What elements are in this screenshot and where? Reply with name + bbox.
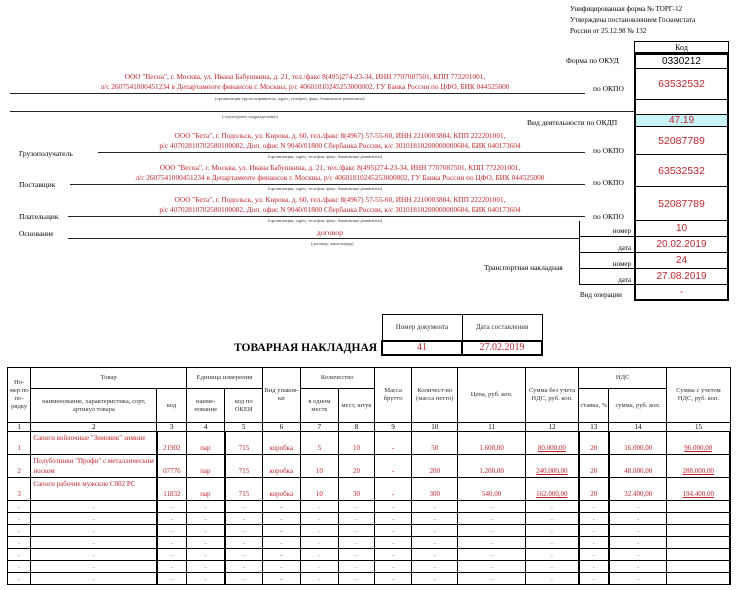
sum-with-vat: 194.400,00 <box>667 478 730 501</box>
th-gross: Масса брутто <box>374 368 412 423</box>
goods-name: Сапоги войлочные "Зимовик" зимние <box>31 432 157 455</box>
okud-label: Форма по ОКУД <box>566 56 619 65</box>
empty-cell: - <box>263 573 301 585</box>
empty-cell: - <box>579 525 609 537</box>
net-qty: 50 <box>412 432 458 455</box>
column-number: 2 <box>31 423 157 432</box>
vat-rate: 20 <box>579 432 609 455</box>
th-net: Количест-во (масса нетто) <box>412 368 458 423</box>
empty-cell: - <box>225 537 263 549</box>
column-number: 10 <box>412 423 458 432</box>
empty-cell: - <box>31 537 157 549</box>
empty-cell: - <box>300 501 339 513</box>
empty-cell: - <box>8 573 31 585</box>
column-number: 1 <box>8 423 31 432</box>
payer-underline <box>68 216 585 217</box>
th-qty-places: мест, штук <box>339 389 375 423</box>
goods-body <box>8 432 731 585</box>
pack-type: коробка <box>263 455 301 478</box>
vat-sum: 32.400,00 <box>609 478 667 501</box>
qty-per-place: 10 <box>300 455 339 478</box>
empty-cell: - <box>412 561 458 573</box>
empty-cell: - <box>225 573 263 585</box>
supplier-caption: (организация, адрес, телефон, факс, банковские реквизиты) <box>268 186 383 191</box>
empty-cell: - <box>609 513 667 525</box>
th-sum-no-vat: Сумма без учета НДС, руб. коп. <box>526 368 579 423</box>
consignee-line1: ООО "Бета", г. Подольск, ул. Кирова, д. 60, тел./факс 8(4967) 57-55-60, ИНН 2210003884, КПП 222201001, <box>174 131 506 140</box>
empty-cell: - <box>579 513 609 525</box>
empty-cell: - <box>225 549 263 561</box>
operation-label: Вид операции <box>580 291 622 299</box>
column-number: 5 <box>225 423 263 432</box>
empty-cell: - <box>526 549 579 561</box>
th-goods: Товар <box>31 368 186 389</box>
empty-cell: - <box>157 561 186 573</box>
empty-cell: - <box>609 561 667 573</box>
sum-with-vat: 288.000,00 <box>667 455 730 478</box>
code-column-header: Код <box>634 41 729 53</box>
empty-cell: - <box>458 561 526 573</box>
empty-cell: - <box>31 513 157 525</box>
goods-name: Полуботинки "Профи" с металлическим носком <box>31 455 157 478</box>
supplier-line2: л/с 2607541000451234 в Департаменте финансов г. Москвы, р/с 40601810245253000002, ГУ Банка России по ЦФО, БИК 044525000 <box>135 173 545 182</box>
column-number: 13 <box>579 423 609 432</box>
empty-cell: - <box>579 573 609 585</box>
vat-rate: 20 <box>579 455 609 478</box>
doc-date-header: Дата составления <box>462 315 542 341</box>
basis-date-label: дата <box>579 237 634 253</box>
empty-cell: - <box>579 537 609 549</box>
empty-cell: - <box>579 501 609 513</box>
empty-cell: - <box>339 537 375 549</box>
empty-cell: - <box>412 525 458 537</box>
consignor-okpo-label: по ОКПО <box>593 84 624 93</box>
empty-cell: - <box>374 561 412 573</box>
goods-code: 07776 <box>157 455 186 478</box>
empty-cell: - <box>458 549 526 561</box>
empty-cell <box>667 513 730 525</box>
empty-cell: - <box>458 573 526 585</box>
empty-cell: - <box>263 525 301 537</box>
goods-code: 11832 <box>157 478 186 501</box>
empty-cell: - <box>609 573 667 585</box>
table-row-empty <box>8 513 731 525</box>
price: 540,00 <box>458 478 526 501</box>
unit-okei: 715 <box>225 432 263 455</box>
empty-cell: - <box>609 525 667 537</box>
price: 1.600,00 <box>458 432 526 455</box>
empty-cell: - <box>339 561 375 573</box>
unit-okei: 715 <box>225 455 263 478</box>
form-info-line: России от 25.12.98 № 132 <box>570 27 647 35</box>
empty-cell <box>667 501 730 513</box>
empty-cell: - <box>300 537 339 549</box>
supplier-underline <box>70 184 585 185</box>
row-number: 2 <box>8 455 31 478</box>
empty-cell <box>667 549 730 561</box>
payer-line1: ООО "Бета", г. Подольск, ул. Кирова, д. 60, тел./факс 8(4967) 57-55-60, ИНН 2210003884, КПП 222201001, <box>174 195 506 204</box>
th-unit-name: наиме-нование <box>186 389 225 423</box>
basis-caption: (договор, заказ-наряд) <box>311 241 354 246</box>
empty-cell: - <box>458 513 526 525</box>
places-count: 10 <box>339 432 375 455</box>
empty-cell: - <box>374 549 412 561</box>
supplier-line1: ООО "Весна", г. Москва, ул. Ивана Бабушкина, д. 21, тел./факс 8(495)274-23-34, ИНН 7707087501, КПП 772201001, <box>159 163 521 172</box>
empty-cell: - <box>157 549 186 561</box>
transport-date-label: дата <box>579 269 634 285</box>
consignee-label: Грузополучатель <box>19 149 73 158</box>
empty-cell: - <box>8 501 31 513</box>
empty-cell <box>667 561 730 573</box>
sum-no-vat: 240.000,00 <box>526 455 579 478</box>
places-count: 30 <box>339 478 375 501</box>
doc-date-value: 27.02.2019 <box>462 341 542 355</box>
empty-cell: - <box>339 501 375 513</box>
payer-label: Плательщик <box>19 212 59 221</box>
empty-cell: - <box>526 501 579 513</box>
empty-cell: - <box>609 537 667 549</box>
column-number: 8 <box>339 423 375 432</box>
empty-cell: - <box>8 513 31 525</box>
empty-cell: - <box>225 501 263 513</box>
empty-cell: - <box>374 573 412 585</box>
empty-cell: - <box>186 513 225 525</box>
sum-with-vat: 96.000,00 <box>667 432 730 455</box>
payer-okpo-label: по ОКПО <box>593 212 624 221</box>
transport-number-value: 24 <box>634 253 729 269</box>
row-number: 3 <box>8 478 31 501</box>
empty-cell: - <box>31 573 157 585</box>
form-info-line: Утверждена постановлением Госкомстата <box>570 16 696 24</box>
empty-cell: - <box>8 525 31 537</box>
payer-caption: (организация, адрес, телефон, факс, банковские реквизиты) <box>268 218 383 223</box>
empty-cell: - <box>526 537 579 549</box>
transport-label: Транспортная накладная <box>484 263 563 272</box>
empty-cell: - <box>374 525 412 537</box>
empty-cell: - <box>339 513 375 525</box>
empty-cell: - <box>186 549 225 561</box>
basis-date-value: 20.02.2019 <box>634 237 729 253</box>
th-goods-name: наименование, характеристика, сорт, артикул товара <box>31 389 157 423</box>
empty-cell: - <box>225 513 263 525</box>
row-number: 1 <box>8 432 31 455</box>
unit-name: пар <box>186 455 225 478</box>
consignee-underline <box>98 152 585 153</box>
empty-cell: - <box>458 501 526 513</box>
goods-code: 21902 <box>157 432 186 455</box>
empty-cell: - <box>412 501 458 513</box>
doc-number-header: Номер документа <box>382 315 462 341</box>
basis-number-label: номер <box>579 221 634 237</box>
th-unit: Единица измерения <box>186 368 262 389</box>
empty-cell: - <box>374 501 412 513</box>
document-info-table <box>381 314 543 356</box>
table-row-empty <box>8 549 731 561</box>
empty-cell: - <box>8 549 31 561</box>
unit-okei: 715 <box>225 478 263 501</box>
column-number: 12 <box>526 423 579 432</box>
empty-cell: - <box>31 525 157 537</box>
empty-cell: - <box>186 525 225 537</box>
vat-rate: 20 <box>579 478 609 501</box>
empty-cell: - <box>339 573 375 585</box>
doc-number-value: 41 <box>382 341 462 355</box>
empty-cell: - <box>186 573 225 585</box>
table-row <box>8 478 731 501</box>
vat-sum: 48.000,00 <box>609 455 667 478</box>
okud-value: 0330212 <box>634 53 729 69</box>
empty-cell: - <box>186 501 225 513</box>
th-vat-sum: сумма, руб. коп. <box>609 389 667 423</box>
gross-mass: - <box>374 455 412 478</box>
supplier-okpo-label: по ОКПО <box>593 178 624 187</box>
gross-mass: - <box>374 432 412 455</box>
qty-per-place: 5 <box>300 432 339 455</box>
table-row <box>8 455 731 478</box>
transport-date-value: 27.08.2019 <box>634 269 729 285</box>
basis-value: договор <box>316 228 344 237</box>
empty-cell: - <box>579 561 609 573</box>
column-number: 9 <box>374 423 412 432</box>
document-title: ТОВАРНАЯ НАКЛАДНАЯ <box>234 342 378 354</box>
empty-cell: - <box>412 573 458 585</box>
empty-cell: - <box>157 501 186 513</box>
column-number: 3 <box>157 423 186 432</box>
unit-name: пар <box>186 478 225 501</box>
empty-cell: - <box>412 549 458 561</box>
th-vat: НДС <box>579 368 667 389</box>
empty-cell: - <box>263 549 301 561</box>
table-row-empty <box>8 525 731 537</box>
division-caption: (структурное подразделение) <box>222 114 278 119</box>
empty-cell: - <box>579 549 609 561</box>
empty-cell: - <box>526 573 579 585</box>
consignor-line1: ООО "Весна", г. Москва, ул. Ивана Бабушкина, д. 21, тел./факс 8(495)274-23-34, ИНН 7707087501, КПП 772201001, <box>124 72 486 81</box>
empty-cell: - <box>374 537 412 549</box>
consignor-line2: л/с 2607541000451234 в Департаменте финансов г. Москвы, р/с 40601810245253000002, ГУ Банка России по ЦФО, БИК 044525000 <box>100 82 510 91</box>
column-number: 7 <box>300 423 339 432</box>
table-row-empty <box>8 573 731 585</box>
consignor-caption: (организация-грузоотправитель, адрес, телефон, факс, банковские реквизиты) <box>215 96 365 101</box>
empty-cell: - <box>186 537 225 549</box>
division-underline <box>10 111 634 112</box>
operation-value: - <box>634 285 729 301</box>
form-info <box>570 4 695 37</box>
pack-type: коробка <box>263 478 301 501</box>
th-qty: Количество <box>300 368 374 389</box>
division-code <box>634 100 729 115</box>
unit-name: пар <box>186 432 225 455</box>
form-info-line: Унифицированная форма № ТОРГ-12 <box>570 5 683 13</box>
supplier-okpo-value: 63532532 <box>634 155 729 187</box>
empty-cell: - <box>157 525 186 537</box>
empty-cell: - <box>300 525 339 537</box>
empty-cell: - <box>263 537 301 549</box>
price: 1.200,00 <box>458 455 526 478</box>
empty-cell: - <box>458 525 526 537</box>
empty-cell: - <box>339 549 375 561</box>
consignor-underline <box>10 93 585 94</box>
table-row-empty <box>8 501 731 513</box>
basis-underline <box>68 238 579 239</box>
empty-cell: - <box>157 573 186 585</box>
empty-cell <box>667 573 730 585</box>
empty-cell: - <box>31 501 157 513</box>
consignee-line2: р/с 40702810702580100082, Доп. офис N 9040/01800 Сбербанка России, к/с 30101810200000000604, БИК 040173604 <box>159 141 521 150</box>
empty-cell: - <box>263 501 301 513</box>
consignee-caption: (организация, адрес, телефон, факс, банковские реквизиты) <box>268 154 383 159</box>
table-row-empty <box>8 537 731 549</box>
pack-type: коробка <box>263 432 301 455</box>
empty-cell: - <box>300 573 339 585</box>
th-sum-with-vat: Сумма с учетом НДС, руб. коп. <box>667 368 730 423</box>
th-vat-rate: ставка, % <box>579 389 609 423</box>
payer-okpo-value: 52087789 <box>634 187 729 221</box>
th-qty-one: в одном месте <box>300 389 339 423</box>
empty-cell: - <box>31 549 157 561</box>
empty-cell: - <box>609 501 667 513</box>
basis-label: Основание <box>19 229 54 238</box>
empty-cell: - <box>526 525 579 537</box>
qty-per-place: 10 <box>300 478 339 501</box>
goods-table <box>7 367 731 585</box>
empty-cell: - <box>8 537 31 549</box>
sum-no-vat: 162.000,00 <box>526 478 579 501</box>
empty-cell: - <box>31 561 157 573</box>
empty-cell: - <box>263 561 301 573</box>
column-number: 15 <box>667 423 730 432</box>
consignor-okpo-value: 63532532 <box>634 69 729 100</box>
consignee-okpo-value: 52087789 <box>634 127 729 155</box>
empty-cell: - <box>263 513 301 525</box>
empty-cell: - <box>526 513 579 525</box>
okdp-value: 47.19 <box>634 115 729 127</box>
basis-number-value: 10 <box>634 221 729 237</box>
empty-cell: - <box>8 561 31 573</box>
transport-number-label: номер <box>579 253 634 269</box>
empty-cell: - <box>412 513 458 525</box>
table-row <box>8 432 731 455</box>
empty-cell: - <box>157 513 186 525</box>
th-price: Цена, руб. коп. <box>458 368 526 423</box>
gross-mass: - <box>374 478 412 501</box>
empty-cell: - <box>300 549 339 561</box>
vat-sum: 16.000,00 <box>609 432 667 455</box>
goods-name: Сапоги рабочие мужские С002 РС <box>31 478 157 501</box>
th-unit-okei: код по ОКЕИ <box>225 389 263 423</box>
column-numbers-row <box>8 423 731 432</box>
th-row-num: Но-мер по по-рядку <box>8 368 31 423</box>
empty-cell: - <box>374 513 412 525</box>
column-number: 11 <box>458 423 526 432</box>
empty-cell: - <box>526 561 579 573</box>
net-qty: 200 <box>412 455 458 478</box>
th-goods-code: код <box>157 389 186 423</box>
empty-cell: - <box>458 537 526 549</box>
supplier-label: Поставщик <box>19 180 56 189</box>
empty-cell: - <box>186 561 225 573</box>
empty-cell: - <box>412 537 458 549</box>
empty-cell: - <box>300 513 339 525</box>
net-qty: 300 <box>412 478 458 501</box>
empty-cell: - <box>300 561 339 573</box>
column-number: 6 <box>263 423 301 432</box>
payer-line2: р/с 40702810702580100082, Доп. офис N 9040/01800 Сбербанка России, к/с 30101810200000000604, БИК 040173604 <box>159 205 521 214</box>
column-number: 4 <box>186 423 225 432</box>
places-count: 20 <box>339 455 375 478</box>
column-number: 14 <box>609 423 667 432</box>
empty-cell: - <box>609 549 667 561</box>
okdp-label: Вид деятельности по ОКДП <box>527 118 618 127</box>
empty-cell <box>667 537 730 549</box>
table-row-empty <box>8 561 731 573</box>
empty-cell: - <box>339 525 375 537</box>
empty-cell: - <box>225 561 263 573</box>
th-pack: Вид упаков-ки <box>263 368 301 423</box>
sum-no-vat: 80.000,00 <box>526 432 579 455</box>
consignee-okpo-label: по ОКПО <box>593 146 624 155</box>
empty-cell: - <box>225 525 263 537</box>
empty-cell: - <box>157 537 186 549</box>
empty-cell <box>667 525 730 537</box>
